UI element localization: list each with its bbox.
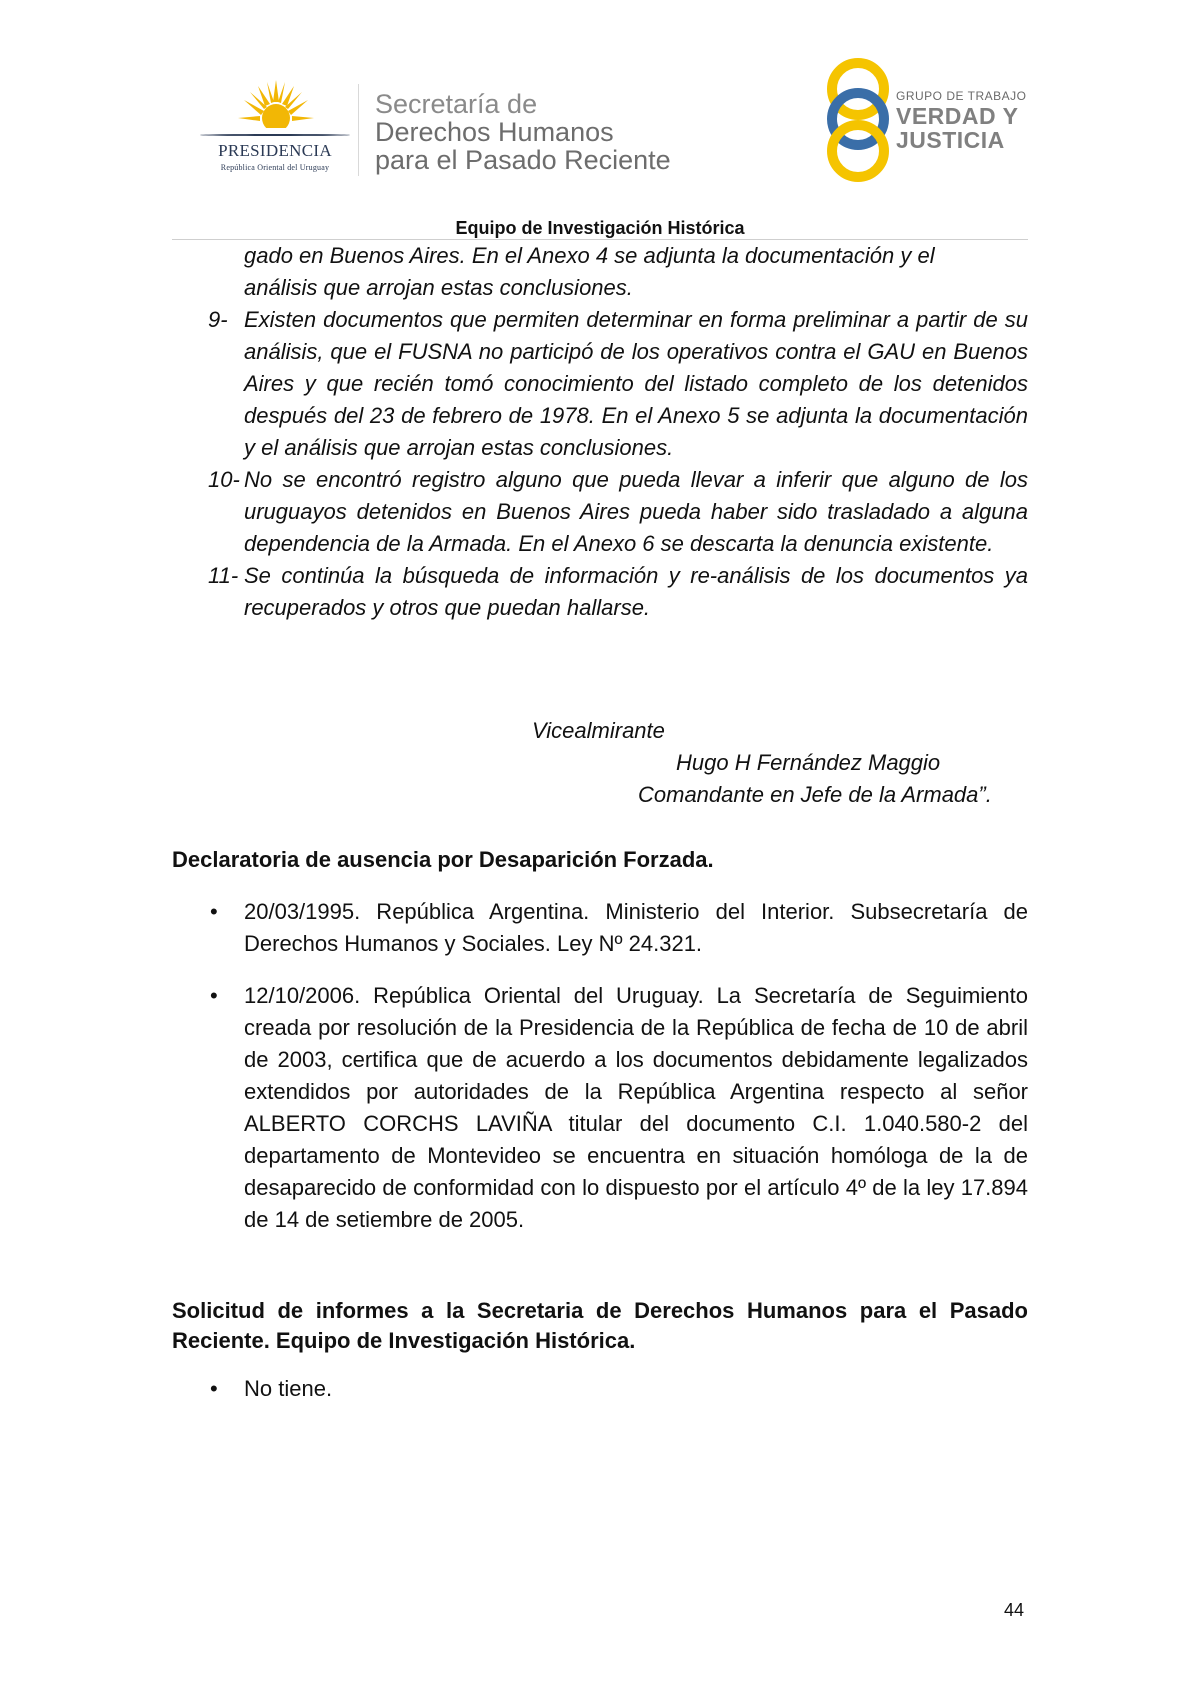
page-header — [0, 0, 1190, 230]
continuation-line-2: análisis que arrojan estas conclusiones. — [244, 275, 633, 300]
list-item-11 — [172, 560, 1028, 624]
bullet-text: 20/03/1995. República Argentina. Ministerio del Interior. Subsecretaría de Derechos Humanos y Sociales. Ley Nº 24.321. — [244, 899, 1028, 956]
bullet-icon: • — [210, 899, 218, 924]
presidencia-logo — [196, 78, 354, 178]
section-heading-declaratoria: Declaratoria de ausencia por Desaparición Forzada. — [172, 847, 714, 872]
bullet-item — [172, 1373, 1028, 1405]
justicia-text: JUSTICIA — [896, 127, 1005, 153]
list-item-10 — [172, 464, 1028, 560]
bullet-icon: • — [210, 983, 218, 1008]
list-number: 10- — [208, 467, 240, 492]
secretaria-line-3: para el Pasado Reciente — [375, 145, 671, 175]
secretaria-line-1: Secretaría de — [375, 89, 538, 119]
verdad-justicia-logo — [820, 55, 1040, 185]
list-number: 11- — [208, 563, 239, 588]
page-number: 44 — [1004, 1600, 1025, 1620]
bullet-icon: • — [210, 1376, 218, 1401]
numbered-list — [172, 240, 1028, 624]
signature-rank: Vicealmirante — [532, 718, 665, 743]
list-item-text: Existen documentos que permiten determinar en forma preliminar a partir de su análisis, que el FUSNA no participó de los operativos contra el GAU en Buenos Aires y que recién tomó conocimiento del listado completo de los detenidos después del 23 de febrero de 1978. En el Anexo 5 se adjunta la documentación y el análisis que arrojan estas conclusiones. — [244, 307, 1028, 460]
verdad-text: VERDAD Y — [896, 103, 1019, 129]
header-separator — [358, 84, 359, 176]
secretaria-line-2: Derechos Humanos — [375, 117, 614, 147]
team-heading: Equipo de Investigación Histórica — [455, 218, 745, 238]
rings-icon — [820, 55, 896, 185]
presidencia-text: PRESIDENCIA — [218, 141, 332, 160]
bullet-item — [172, 980, 1028, 1236]
list-item-text: No se encontró registro alguno que pueda llevar a inferir que alguno de los uruguayos detenidos en Buenos Aires pueda haber sido trasladado a alguna dependencia de la Armada. En el Anexo 6 se descarta la denuncia existente. — [244, 467, 1028, 556]
signature-title: Comandante en Jefe de la Armada”. — [638, 782, 992, 807]
list-item-text: Se continúa la búsqueda de información y re-análisis de los documentos ya recuperados y otros que puedan hallarse. — [244, 563, 1028, 620]
secretaria-title — [375, 90, 671, 174]
section-heading-solicitud: Solicitud de informes a la Secretaria de Derechos Humanos para el Pasado Reciente. Equipo de Investigación Histórica. — [172, 1298, 1028, 1353]
list-number: 9- — [208, 307, 228, 332]
republica-text: República Oriental del Uruguay — [220, 163, 330, 172]
logo-divider — [200, 134, 350, 136]
bullet-item — [172, 896, 1028, 960]
bullet-text: 12/10/2006. República Oriental del Uruguay. La Secretaría de Seguimiento creada por resolución de la Presidencia de la República de fecha de 10 de abril de 2003, certifica que de acuerdo a los documentos debidamente legalizados extendidos por autoridades de la República Argentina respecto al señor ALBERTO CORCHS LAVIÑA titular del documento C.I. 1.040.580-2 del departamento de Montevideo se encuentra en situación homóloga de la de desaparecido de conformidad con lo dispuesto por el artículo 4º de la ley 17.894 de 14 de setiembre de 2005. — [244, 983, 1028, 1232]
list-item-9 — [172, 304, 1028, 464]
list-item-continuation — [172, 240, 1028, 304]
continuation-line-1: gado en Buenos Aires. En el Anexo 4 se adjunta la documentación y el — [244, 243, 935, 268]
grupo-trabajo-text: GRUPO DE TRABAJO — [896, 89, 1027, 103]
bullet-text: No tiene. — [244, 1376, 333, 1401]
signature-name: Hugo H Fernández Maggio — [676, 750, 941, 775]
sun-icon — [236, 78, 316, 136]
